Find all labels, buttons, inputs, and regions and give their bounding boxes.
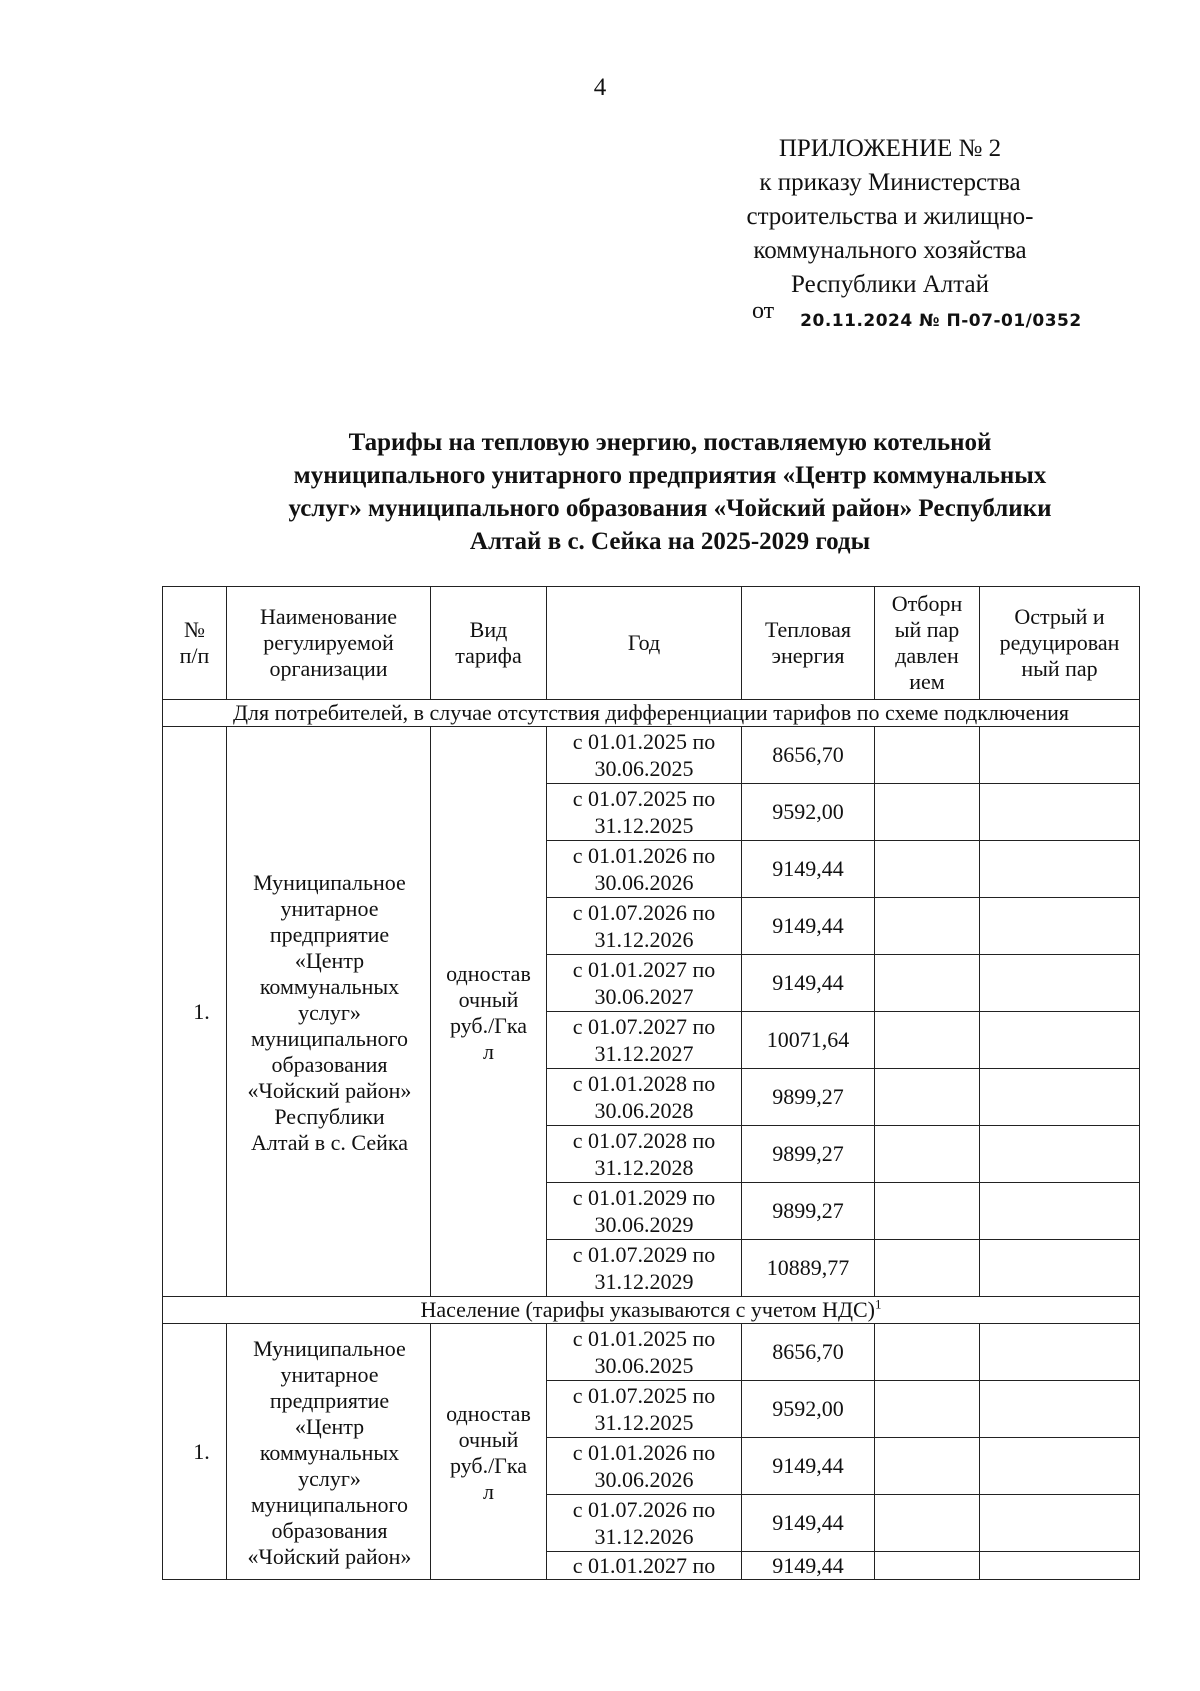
header-text: энергия (771, 643, 845, 668)
period-from: с 01.07.2027 по (572, 1014, 716, 1039)
heat-energy-value: 9592,00 (742, 1381, 875, 1438)
header-heat-energy (742, 587, 875, 700)
period-from: с 01.01.2025 по (572, 729, 716, 754)
header-text: Наименование (259, 604, 398, 629)
heat-energy-value: 9149,44 (742, 1552, 875, 1580)
heat-energy-value: 10889,77 (742, 1240, 875, 1297)
sharp-steam-cell (980, 1126, 1140, 1183)
header-text: регулируемой (263, 630, 394, 655)
period-to: 31.12.2027 (594, 1041, 694, 1066)
heat-energy-value: 9899,27 (742, 1069, 875, 1126)
heat-energy-value: 8656,70 (742, 727, 875, 784)
heat-energy-value: 9149,44 (742, 955, 875, 1012)
organization-line: муниципального (250, 1025, 408, 1051)
selected-steam-cell (875, 1126, 980, 1183)
table-row (163, 1324, 1140, 1381)
selected-steam-cell (875, 1495, 980, 1552)
period-from: с 01.01.2025 по (572, 1326, 716, 1351)
selected-steam-cell (875, 1240, 980, 1297)
heat-energy-value: 9149,44 (742, 1495, 875, 1552)
period-from: с 01.01.2026 по (572, 1440, 716, 1465)
organization-line: предприятие (269, 921, 390, 947)
header-year: Год (547, 587, 742, 700)
table-row (163, 727, 1140, 784)
heat-energy-value: 9899,27 (742, 1126, 875, 1183)
period-to: 31.12.2029 (594, 1269, 694, 1294)
header-text: давлен (895, 643, 959, 668)
section-label (163, 700, 1140, 727)
organization-line: услуг» (298, 999, 361, 1025)
period-to: 31.12.2026 (594, 1524, 694, 1549)
selected-steam-cell (875, 955, 980, 1012)
organization-line: коммунальных (259, 973, 400, 999)
sharp-steam-cell (980, 727, 1140, 784)
period-cell (547, 955, 742, 1012)
organization-line: «Центр (294, 947, 365, 973)
selected-steam-cell (875, 1552, 980, 1580)
period-from: с 01.07.2026 по (572, 900, 716, 925)
appendix-line: строительства и жилищно- (746, 203, 1034, 230)
period-from: с 01.01.2027 по (572, 1553, 716, 1578)
sharp-steam-cell (980, 1552, 1140, 1580)
period-cell (547, 1495, 742, 1552)
sharp-steam-cell (980, 841, 1140, 898)
selected-steam-cell (875, 898, 980, 955)
period-from: с 01.07.2029 по (572, 1242, 716, 1267)
organization-line: образования (271, 1051, 388, 1077)
period-to: 31.12.2025 (594, 813, 694, 838)
organization-line: образования (271, 1517, 388, 1543)
period-cell (547, 1126, 742, 1183)
organization-line: унитарное (280, 895, 379, 921)
tariff-kind-line: очный (458, 986, 519, 1012)
tariff-kind (431, 1324, 547, 1580)
organization-line: коммунальных (259, 1439, 400, 1465)
appendix-line: к приказу Министерства (759, 169, 1021, 196)
sharp-steam-cell (980, 955, 1140, 1012)
sharp-steam-cell (980, 1012, 1140, 1069)
tariff-table (162, 586, 1140, 1580)
sharp-steam-cell (980, 1069, 1140, 1126)
section-label-text: Население (тарифы указываются с учетом НДС) (420, 1297, 875, 1322)
period-from: с 01.01.2027 по (572, 957, 716, 982)
from-label: от (752, 298, 775, 324)
section-label (163, 1297, 1140, 1324)
heat-energy-value: 10071,64 (742, 1012, 875, 1069)
organization-line: Республики (274, 1103, 385, 1129)
organization-line: услуг» (298, 1465, 361, 1491)
period-cell (547, 784, 742, 841)
organization-line: Муниципальное (253, 1335, 406, 1361)
header-text: ный пар (1021, 656, 1098, 681)
period-from: с 01.01.2026 по (572, 843, 716, 868)
period-cell (547, 1012, 742, 1069)
organization-line: унитарное (280, 1361, 379, 1387)
period-cell (547, 1183, 742, 1240)
sharp-steam-cell (980, 1495, 1140, 1552)
period-to: 31.12.2026 (594, 927, 694, 952)
organization-line: «Центр (294, 1413, 365, 1439)
sharp-steam-cell (980, 1324, 1140, 1381)
header-text: редуцирован (999, 630, 1120, 655)
selected-steam-cell (875, 784, 980, 841)
heat-energy-value: 9149,44 (742, 1438, 875, 1495)
selected-steam-cell (875, 727, 980, 784)
sharp-steam-cell (980, 1240, 1140, 1297)
tariff-kind-line: л (483, 1478, 494, 1504)
period-cell (547, 1438, 742, 1495)
organization-line: «Чойский район» (247, 1077, 412, 1103)
selected-steam-cell (875, 1381, 980, 1438)
period-to: 31.12.2028 (594, 1155, 694, 1180)
period-to: 31.12.2025 (594, 1410, 694, 1435)
period-cell (547, 1324, 742, 1381)
period-from: с 01.07.2028 по (572, 1128, 716, 1153)
period-from: с 01.07.2025 по (572, 786, 716, 811)
footnote-mark: 1 (874, 1296, 882, 1312)
section-label-text: Для потребителей, в случае отсутствия дифференциации тарифов по схеме подключения (232, 700, 1070, 725)
period-from: с 01.01.2029 по (572, 1185, 716, 1210)
appendix-title: ПРИЛОЖЕНИЕ № 2 (778, 135, 1002, 162)
header-number (163, 587, 227, 700)
period-cell (547, 1381, 742, 1438)
header-text: организации (269, 656, 388, 681)
title-line: услуг» муниципального образования «Чойский район» Республики (288, 495, 1052, 522)
tariff-kind-line: одностав (446, 1400, 531, 1426)
heat-energy-value: 9592,00 (742, 784, 875, 841)
selected-steam-cell (875, 1012, 980, 1069)
heat-energy-value: 9149,44 (742, 841, 875, 898)
heat-energy-value: 9149,44 (742, 898, 875, 955)
tariff-kind-line: руб./Гка (449, 1012, 528, 1038)
organization-line: «Чойский район» (247, 1543, 412, 1569)
order-reference (752, 298, 1082, 333)
period-to: 30.06.2028 (594, 1098, 694, 1123)
title-line: Тарифы на тепловую энергию, поставляемую котельной (348, 429, 992, 456)
heat-energy-value: 9899,27 (742, 1183, 875, 1240)
period-to: 30.06.2027 (594, 984, 694, 1009)
header-selected-steam (875, 587, 980, 700)
table-header-row (163, 587, 1140, 700)
organization-name (227, 1324, 431, 1580)
header-text: тарифа (455, 643, 522, 668)
period-to: 30.06.2026 (594, 1467, 694, 1492)
tariff-kind-line: руб./Гка (449, 1452, 528, 1478)
sharp-steam-cell (980, 1183, 1140, 1240)
organization-line: Муниципальное (253, 869, 406, 895)
header-sharp-steam (980, 587, 1140, 700)
organization-line: Алтай в с. Сейка (250, 1129, 409, 1155)
row-number: 1. (163, 727, 227, 1297)
sharp-steam-cell (980, 1381, 1140, 1438)
tariff-kind-line: л (483, 1038, 494, 1064)
appendix-line: Республики Алтай (791, 271, 989, 298)
selected-steam-cell (875, 841, 980, 898)
organization-line: предприятие (269, 1387, 390, 1413)
organization-name (227, 727, 431, 1297)
selected-steam-cell (875, 1183, 980, 1240)
header-text: Вид (469, 617, 508, 642)
sharp-steam-cell (980, 1438, 1140, 1495)
tariff-kind (431, 727, 547, 1297)
title-line: муниципального унитарного предприятия «Центр коммунальных (293, 462, 1047, 489)
period-cell (547, 841, 742, 898)
header-text: № (184, 617, 205, 642)
period-cell (547, 1240, 742, 1297)
header-text: Отборн (891, 591, 963, 616)
period-cell (547, 1552, 742, 1580)
period-cell (547, 727, 742, 784)
period-from: с 01.01.2028 по (572, 1071, 716, 1096)
period-from: с 01.07.2026 по (572, 1497, 716, 1522)
period-to: 30.06.2025 (594, 1353, 694, 1378)
appendix-block (700, 132, 1080, 302)
header-text: ый пар (894, 617, 960, 642)
tariff-kind-line: очный (458, 1426, 519, 1452)
sharp-steam-cell (980, 898, 1140, 955)
title-line: Алтай в с. Сейка на 2025-2029 годы (469, 528, 871, 555)
period-from: с 01.07.2025 по (572, 1383, 716, 1408)
tariff-kind-line: одностав (446, 960, 531, 986)
header-text: п/п (179, 643, 210, 668)
section-row (163, 700, 1140, 727)
selected-steam-cell (875, 1438, 980, 1495)
period-to: 30.06.2029 (594, 1212, 694, 1237)
appendix-line: коммунального хозяйства (753, 237, 1027, 264)
period-to: 30.06.2026 (594, 870, 694, 895)
header-text: ием (909, 669, 945, 694)
header-text: Острый и (1014, 604, 1105, 629)
organization-line: муниципального (250, 1491, 408, 1517)
period-cell (547, 898, 742, 955)
sharp-steam-cell (980, 784, 1140, 841)
page-number: 4 (593, 74, 607, 101)
header-tariff-kind (431, 587, 547, 700)
selected-steam-cell (875, 1069, 980, 1126)
header-text: Тепловая (764, 617, 852, 642)
heat-energy-value: 8656,70 (742, 1324, 875, 1381)
header-organization (227, 587, 431, 700)
selected-steam-cell (875, 1324, 980, 1381)
period-cell (547, 1069, 742, 1126)
row-number: 1. (163, 1324, 227, 1580)
section-row (163, 1297, 1140, 1324)
order-date-number-stamp: 20.11.2024 № П-07-01/0352 (800, 311, 1082, 331)
document-title (220, 426, 1120, 558)
period-to: 30.06.2025 (594, 756, 694, 781)
